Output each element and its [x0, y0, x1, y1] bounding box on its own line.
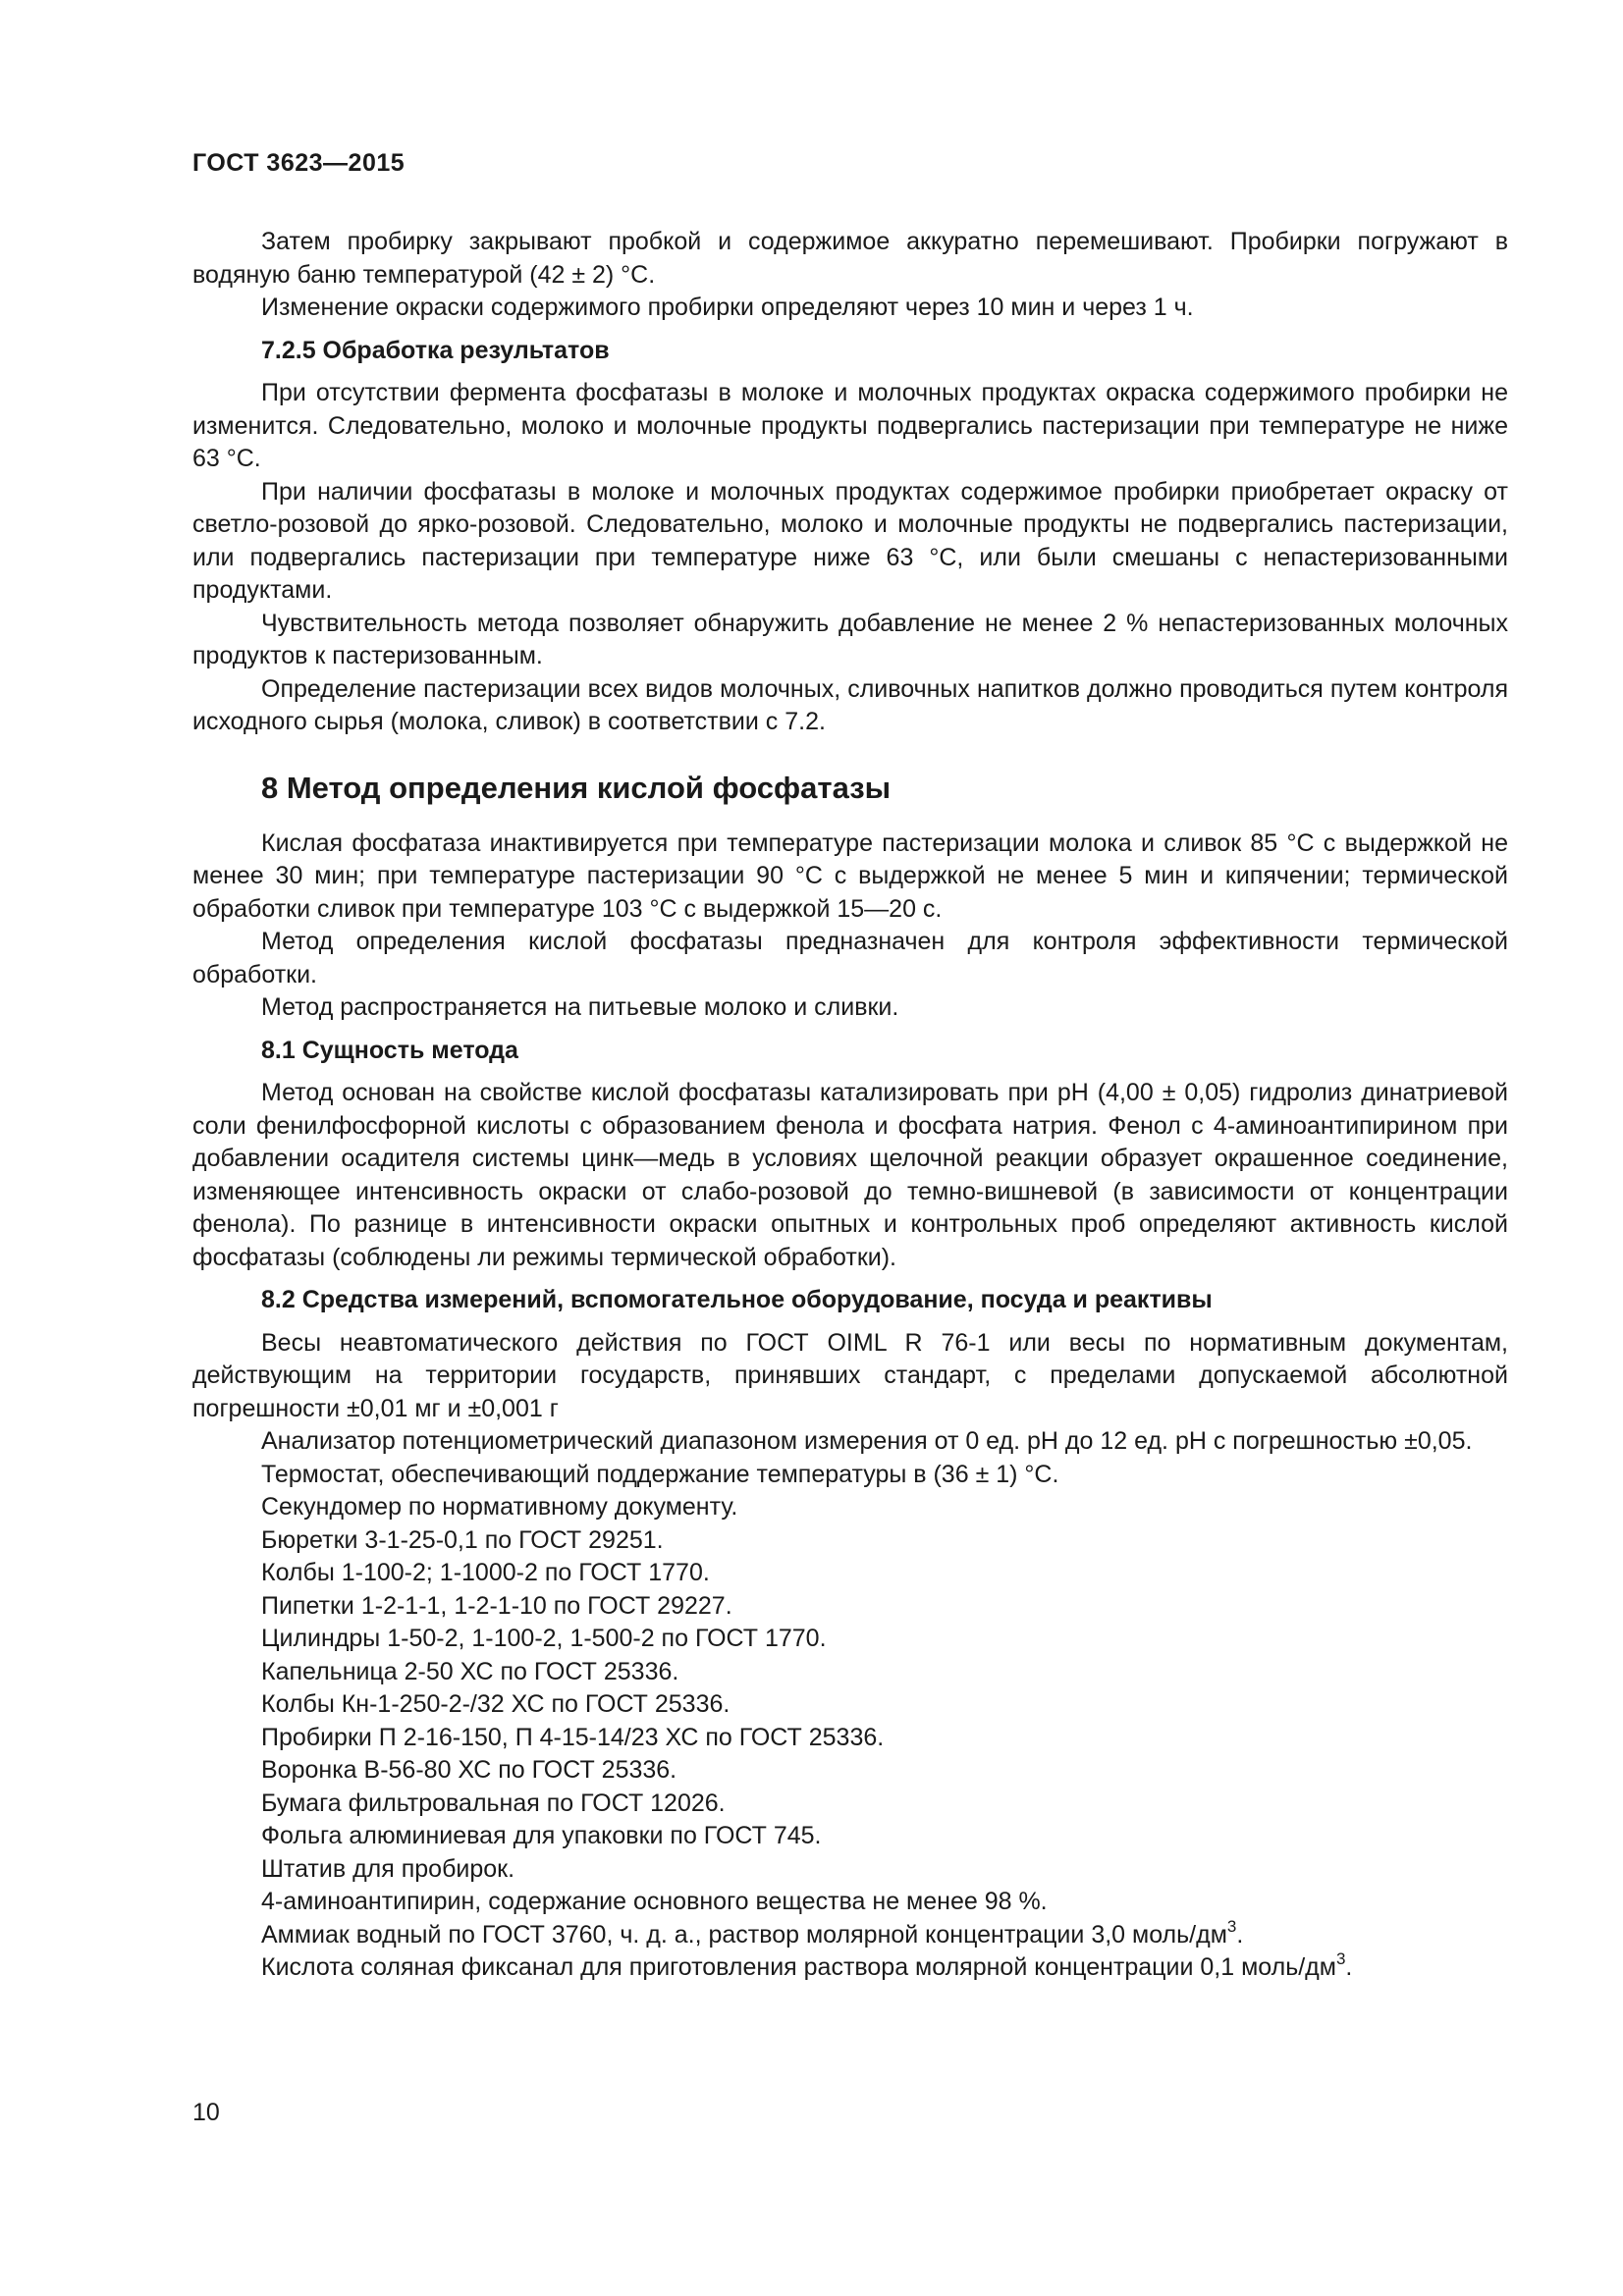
list-item: Штатив для пробирок.	[261, 1854, 515, 1883]
superscript: 3	[1226, 1916, 1237, 1936]
superscript: 3	[1335, 1949, 1346, 1968]
list-item: Термостат, обеспечивающий поддержание температуры в (36 ± 1) °С.	[261, 1460, 1059, 1488]
paragraph: Изменение окраски содержимого пробирки определяют через 10 мин и через 1 ч.	[261, 294, 1194, 321]
list-item-ammonia	[192, 1916, 1508, 1952]
subsection-heading-8-1: 8.1 Сущность метода	[261, 1036, 518, 1064]
paragraph: Анализатор потенциометрический диапазоном измерения от 0 ед. рН до 12 ед. рН с погрешностью ±0,05.	[261, 1427, 1473, 1455]
document-header: ГОСТ 3623—2015	[192, 149, 406, 177]
period: .	[1236, 1920, 1244, 1949]
paragraph: Метод распространяется на питьевые молоко и сливки.	[261, 993, 899, 1021]
list-item: Фольга алюминиевая для упаковки по ГОСТ 745.	[261, 1822, 822, 1849]
list-item-text: Аммиак водный по ГОСТ 3760, ч. д. а., раствор молярной концентрации 3,0 моль/дм	[261, 1920, 1227, 1949]
paragraph: Определение пастеризации всех видов молочных, сливочных напитков должно проводиться путем контроля исходного сырья (молока, сливок) в соответствии с 7.2.	[192, 674, 1508, 735]
list-item-text: Кислота соляная фиксанал для приготовления раствора молярной концентрации 0,1 моль/дм	[261, 1953, 1336, 1981]
paragraph: Весы неавтоматического действия по ГОСТ OIML R 76-1 или весы по нормативным документам, действующим на территории государств, принявших стандарт, с пределами допускаемой абсолютной погрешности ±0,01 мг и ±0,001 г	[192, 1328, 1508, 1422]
list-item: Пробирки П 2-16-150, П 4-15-14/23 ХС по ГОСТ 25336.	[261, 1723, 885, 1751]
list-item: Бумага фильтровальная по ГОСТ 12026.	[261, 1789, 726, 1817]
list-item-acid	[192, 1951, 1508, 1985]
paragraph: При наличии фосфатазы в молоке и молочных продуктах содержимое пробирки приобретает окраску от светло-розовой до ярко-розовой. Следовательно, молоко и молочные продукты не подвергались пастеризации, или подвергались пастеризации при температуре ниже 63 °С, или были смешаны с непастеризованными продуктами.	[192, 477, 1508, 604]
paragraph: Затем пробирку закрывают пробкой и содержимое аккуратно перемешивают. Пробирки погружают в водяную баню температурой (42 ± 2) °С.	[192, 228, 1508, 289]
document-body	[192, 226, 1508, 1985]
list-item: Колбы Кн-1-250-2-/32 ХС по ГОСТ 25336.	[261, 1690, 730, 1718]
list-item: Колбы 1-100-2; 1-1000-2 по ГОСТ 1770.	[261, 1559, 710, 1586]
period: .	[1345, 1953, 1353, 1981]
paragraph: Метод определения кислой фосфатазы предназначен для контроля эффективности термической обработки.	[192, 928, 1508, 988]
list-item: Капельница 2-50 ХС по ГОСТ 25336.	[261, 1657, 679, 1685]
section-heading-8: 8 Метод определения кислой фосфатазы	[261, 770, 892, 805]
list-item: 4-аминоантипирин, содержание основного вещества не менее 98 %.	[261, 1888, 1048, 1915]
list-item: Воронка В-56-80 ХС по ГОСТ 25336.	[261, 1756, 677, 1784]
page-number: 10	[192, 2099, 220, 2126]
subsection-heading-8-2: 8.2 Средства измерений, вспомогательное оборудование, посуда и реактивы	[261, 1286, 1213, 1313]
list-item: Секундомер по нормативному документу.	[261, 1493, 738, 1521]
equipment-list	[192, 1459, 1508, 1985]
subsection-heading-7-2-5: 7.2.5 Обработка результатов	[261, 336, 610, 364]
paragraph: Чувствительность метода позволяет обнаружить добавление не менее 2 % непастеризованных молочных продуктов к пастеризованным.	[192, 609, 1508, 669]
paragraph: Метод основан на свойстве кислой фосфатазы катализировать при рН (4,00 ± 0,05) гидролиз динатриевой соли фенилфосфорной кислоты с образованием фенола и фосфата натрия. Фенол с 4-аминоантипирином при добавлении осадителя системы цинк—медь в условиях щелочной реакции образует окрашенное соединение, изменяющее интенсивность окраски от слабо-розовой до темно-вишневой (в зависимости от концентрации фенола). По разнице в интенсивности окраски опытных и контрольных проб определяют активность кислой фосфатазы (соблюдены ли режимы термической обработки).	[192, 1079, 1508, 1271]
list-item: Цилиндры 1-50-2, 1-100-2, 1-500-2 по ГОСТ 1770.	[261, 1625, 827, 1652]
paragraph: При отсутствии фермента фосфатазы в молоке и молочных продуктах окраска содержимого пробирки не изменится. Следовательно, молоко и молочные продукты подвергались пастеризации при температуре не ниже 63 °С.	[192, 379, 1508, 472]
paragraph: Кислая фосфатаза инактивируется при температуре пастеризации молока и сливок 85 °С с выдержкой не менее 30 мин; при температуре пастеризации 90 °С с выдержкой не менее 5 мин и кипячении; термической обработки сливок при температуре 103 °С с выдержкой 15—20 с.	[192, 828, 1508, 923]
list-item: Бюретки 3-1-25-0,1 по ГОСТ 29251.	[261, 1525, 664, 1554]
list-item: Пипетки 1-2-1-1, 1-2-1-10 по ГОСТ 29227.	[261, 1591, 732, 1620]
